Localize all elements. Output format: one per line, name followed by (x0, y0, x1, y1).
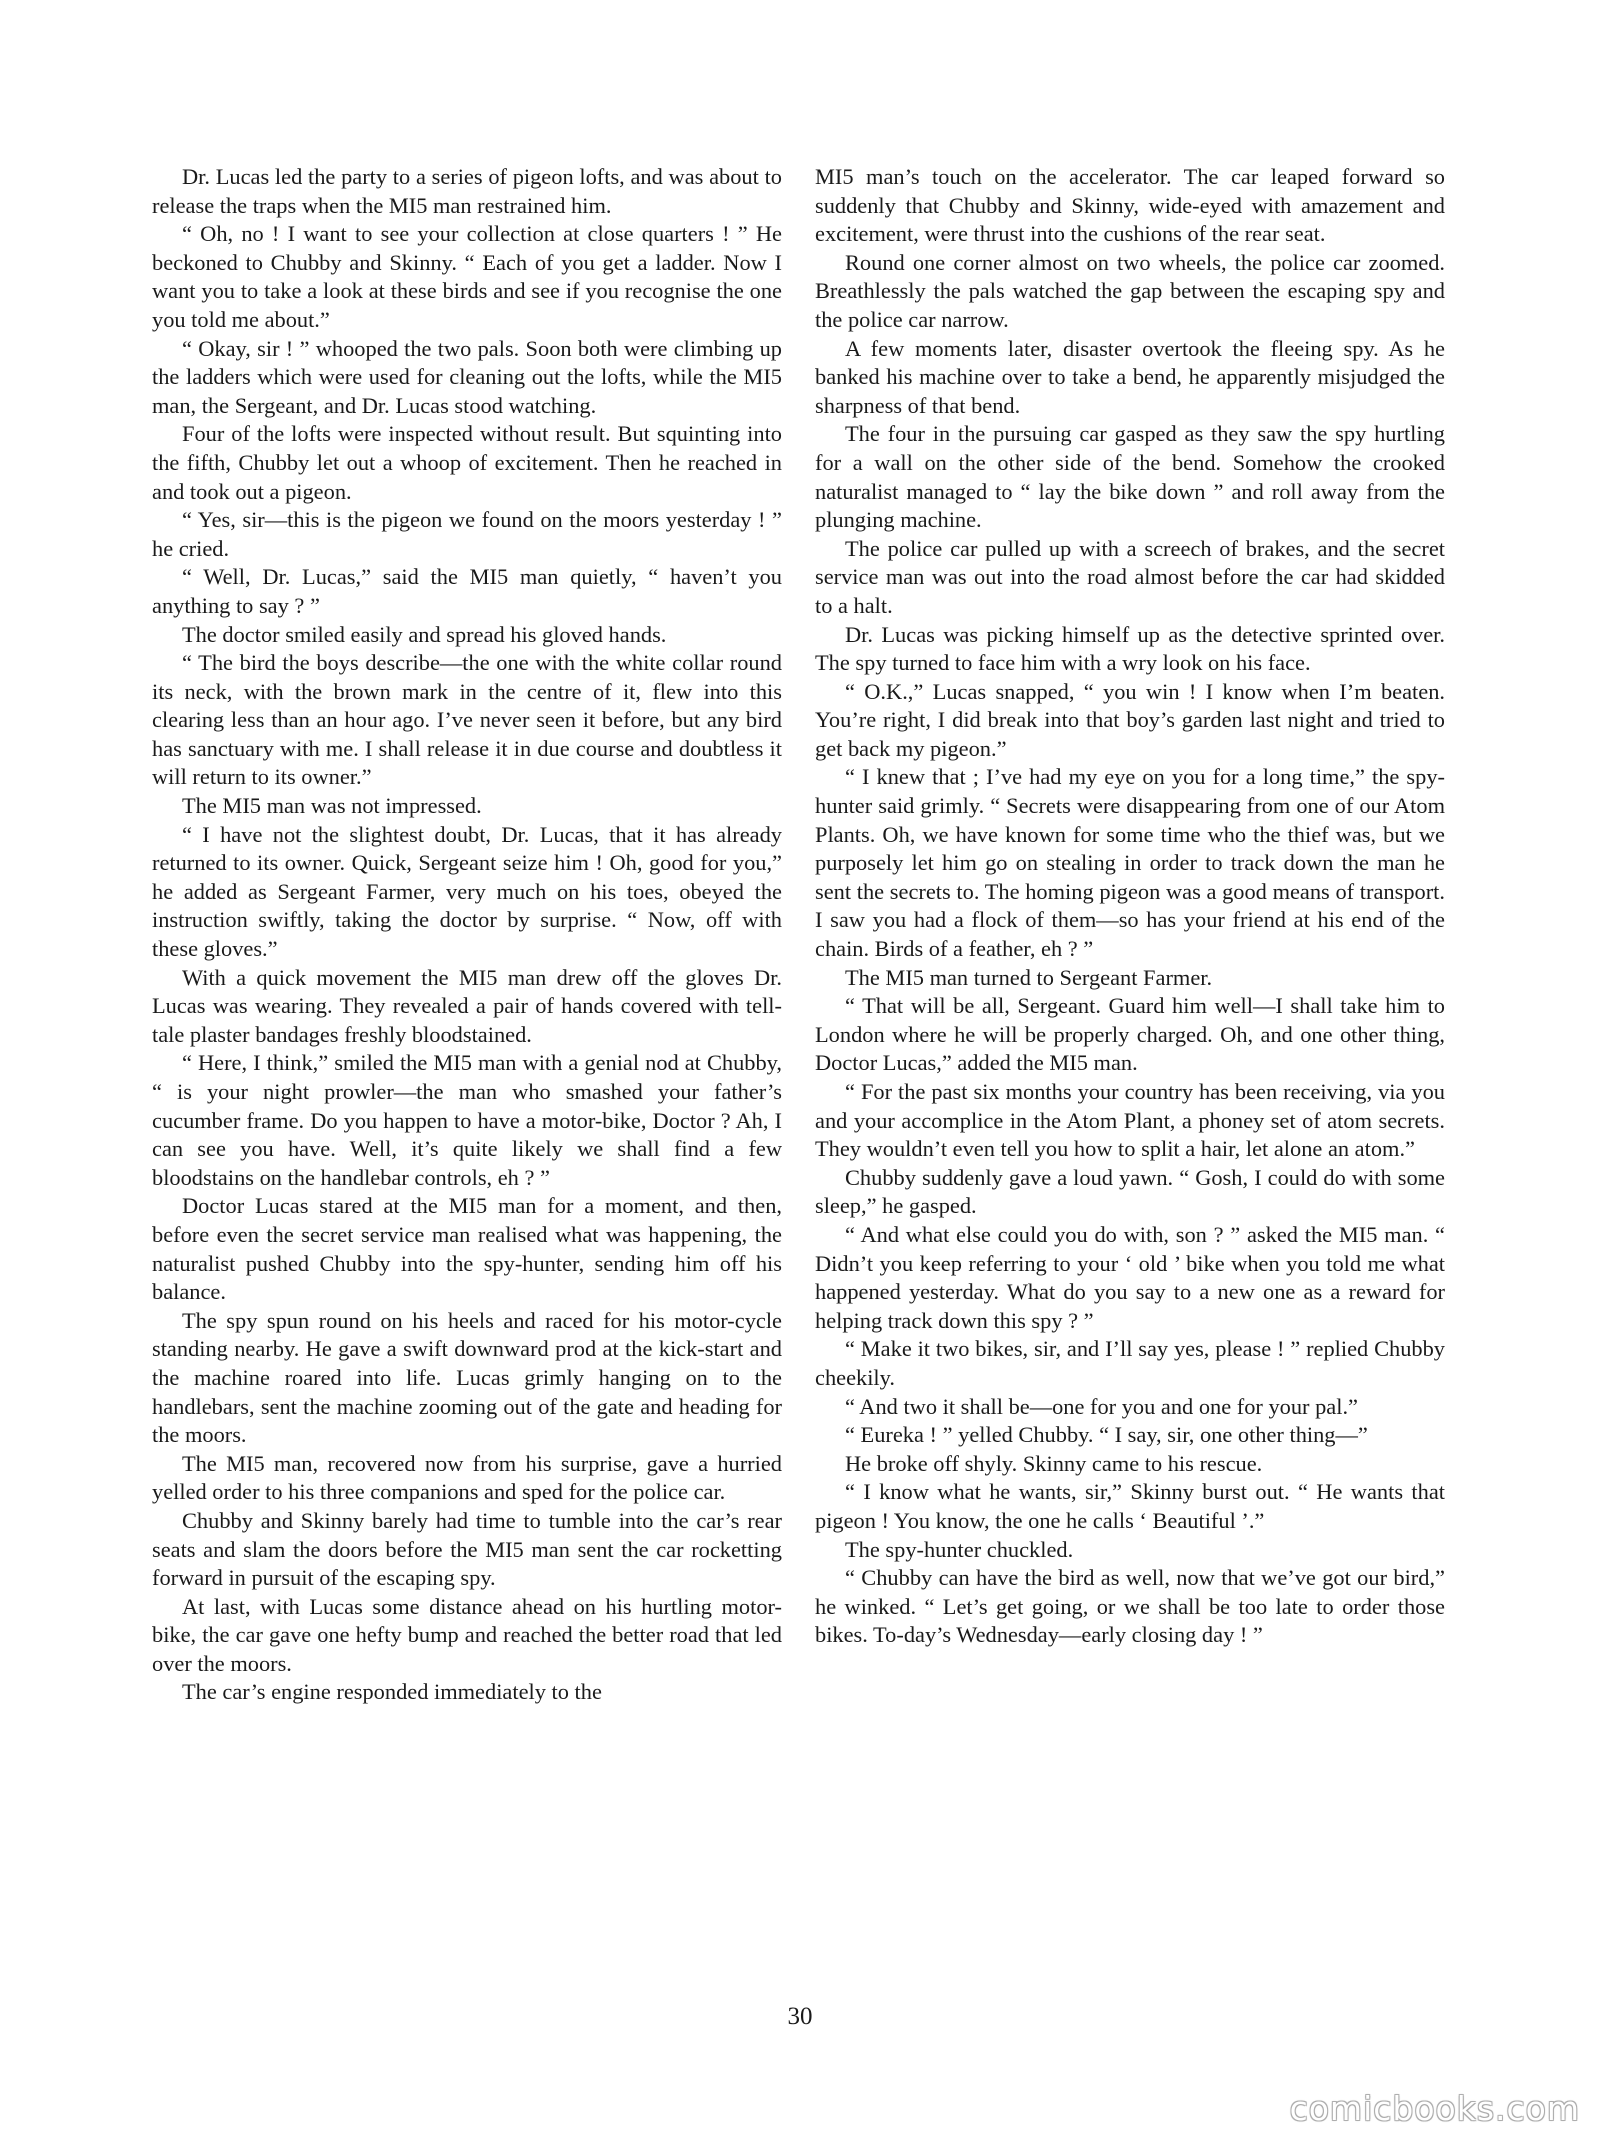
page-number: 30 (787, 2003, 813, 2030)
paragraph: He broke off shyly. Skinny came to his rescue. (845, 1450, 1263, 1476)
left-text-column (152, 163, 782, 1707)
paragraph: The police car pulled up with a screech of brakes, and the secret service man was out into the road almost before the car had skidded to a halt. (815, 535, 1445, 618)
paragraph: MI5 man’s touch on the accelerator. The car leaped forward so suddenly that Chubby and Skinny, wide-eyed with amazement and excitement, were thrust into the cushions of the rear seat. (815, 164, 1445, 247)
paragraph: “ Yes, sir—this is the pigeon we found on the moors yesterday ! ” he cried. (152, 507, 782, 561)
paragraph: “ Okay, sir ! ” whooped the two pals. Soon both were climbing up the ladders which were used for cleaning out the lofts, while the MI5 man, the Sergeant, and Dr. Lucas stood watching. (152, 335, 782, 418)
paragraph: The spy spun round on his heels and raced for his motor-cycle standing nearby. He gave a swift downward prod at the kick-start and the machine roared into life. Lucas grimly hanging on to the handlebars, sent the machine zooming out of the gate and heading for the moors. (152, 1307, 782, 1448)
watermark-text: comicbooks.com (1289, 2089, 1580, 2128)
paragraph: The doctor smiled easily and spread his gloved hands. (182, 621, 667, 647)
paragraph: Chubby and Skinny barely had time to tumble into the car’s rear seats and slam the doors before the MI5 man sent the car rocketting forward in pursuit of the escaping spy. (152, 1507, 782, 1591)
paragraph: The car’s engine responded immediately to the (182, 1679, 602, 1705)
paragraph: A few moments later, disaster overtook the fleeing spy. As he banked his machine over to take a bend, he apparently misjudged the sharpness of that bend. (815, 335, 1445, 418)
paragraph: “ Chubby can have the bird as well, now that we’ve got our bird,” he winked. “ Let’s get going, or we shall be too late to order those bikes. To-day’s Wednesday—early closing day ! ” (815, 1565, 1445, 1648)
paragraph: The MI5 man turned to Sergeant Farmer. (845, 964, 1213, 990)
paragraph: “ Eureka ! ” yelled Chubby. “ I say, sir, one other thing—” (845, 1422, 1368, 1448)
paragraph: The four in the pursuing car gasped as they saw the spy hurtling for a wall on the other side of the bend. Somehow the crooked naturalist managed to “ lay the bike down ” and roll away from the plunging machine. (815, 421, 1445, 533)
paragraph: Dr. Lucas led the party to a series of pigeon lofts, and was about to release the traps when the MI5 man restrained him. (152, 164, 782, 218)
paragraph: Chubby suddenly gave a loud yawn. “ Gosh, I could do with some sleep,” he gasped. (815, 1164, 1445, 1219)
right-text-column (815, 163, 1445, 1650)
paragraph: With a quick movement the MI5 man drew off the gloves Dr. Lucas was wearing. They revealed a pair of hands covered with tell-tale plaster bandages freshly bloodstained. (152, 964, 782, 1047)
paragraph: “ For the past six months your country has been receiving, via you and your accomplice in the Atom Plant, a phoney set of atom secrets. They wouldn’t even tell you how to split a hair, let alone an atom.” (815, 1079, 1445, 1162)
paragraph: At last, with Lucas some distance ahead on his hurtling motor-bike, the car gave one hefty bump and reached the better road that led over the moors. (152, 1593, 782, 1676)
paragraph: “ Make it two bikes, sir, and I’ll say yes, please ! ” replied Chubby cheekily. (815, 1336, 1445, 1390)
paragraph: Round one corner almost on two wheels, the police car zoomed. Breathlessly the pals watched the gap between the escaping spy and the police car narrow. (815, 249, 1445, 332)
paragraph: Dr. Lucas was picking himself up as the detective sprinted over. The spy turned to face him with a wry look on his face. (815, 621, 1445, 676)
paragraph: “ I knew that ; I’ve had my eye on you for a long time,” the spy-hunter said grimly. “ Secrets were disappearing from one of our Atom Plants. Oh, we have known for some time who the thief was, but we purposely let him go on stealing in order to track down the man he sent the secrets to. The homing pigeon was a good means of transport. I saw you had a flock of them—so has your friend at his end of the chain. Birds of a feather, eh ? ” (815, 764, 1445, 962)
paragraph: “ The bird the boys describe—the one with the white collar round its neck, with the brown mark in the centre of it, flew into this clearing less than an hour ago. I’ve never seen it before, but any bird has sanctuary with me. I shall release it in due course and doubtless it will return to its owner.” (152, 650, 782, 790)
paragraph: “ That will be all, Sergeant. Guard him well—I shall take him to London where he will be properly charged. Oh, and one other thing, Doctor Lucas,” added the MI5 man. (815, 993, 1445, 1076)
paragraph: “ And what else could you do with, son ? ” asked the MI5 man. “ Didn’t you keep referring to your ‘ old ’ bike when you told me what happened yesterday. What do you say to a new one as a reward for helping track down this spy ? ” (815, 1221, 1445, 1333)
paragraph: “ Here, I think,” smiled the MI5 man with a genial nod at Chubby, “ is your night prowler—the man who smashed your father’s cucumber frame. Do you happen to have a motor-bike, Doctor ? Ah, I can see you have. Well, it’s quite likely we shall find a few bloodstains on the handlebar controls, eh ? ” (152, 1050, 782, 1190)
paragraph: “ Oh, no ! I want to see your collection at close quarters ! ” He beckoned to Chubby and Skinny. “ Each of you get a ladder. Now I want you to take a look at these birds and see if you recognise the one you told me about.” (152, 221, 782, 332)
paragraph: The MI5 man, recovered now from his surprise, gave a hurried yelled order to his three companions and sped for the police car. (152, 1450, 782, 1505)
paragraph: Doctor Lucas stared at the MI5 man for a moment, and then, before even the secret service man realised what was happening, the naturalist pushed Chubby into the spy-hunter, sending him off his balance. (152, 1193, 782, 1305)
paragraph: “ I have not the slightest doubt, Dr. Lucas, that it has already returned to its owner. Quick, Sergeant seize him ! Oh, good for you,” he added as Sergeant Farmer, very much on his toes, obeyed the instruction swiftly, taking the doctor by surprise. “ Now, off with these gloves.” (152, 821, 782, 962)
paragraph: “ I know what he wants, sir,” Skinny burst out. “ He wants that pigeon ! You know, the one he calls ‘ Beautiful ’.” (815, 1479, 1445, 1533)
paragraph: The spy-hunter chuckled. (845, 1536, 1074, 1562)
paragraph: “ And two it shall be—one for you and one for your pal.” (845, 1393, 1358, 1419)
paragraph: “ Well, Dr. Lucas,” said the MI5 man quietly, “ haven’t you anything to say ? ” (152, 564, 782, 618)
paragraph: “ O.K.,” Lucas snapped, “ you win ! I know when I’m beaten. You’re right, I did break into that boy’s garden last night and tried to get back my pigeon.” (815, 678, 1445, 761)
paragraph: The MI5 man was not impressed. (182, 793, 482, 819)
paragraph: Four of the lofts were inspected without result. But squinting into the fifth, Chubby let out a whoop of excitement. Then he reached in and took out a pigeon. (152, 421, 782, 504)
